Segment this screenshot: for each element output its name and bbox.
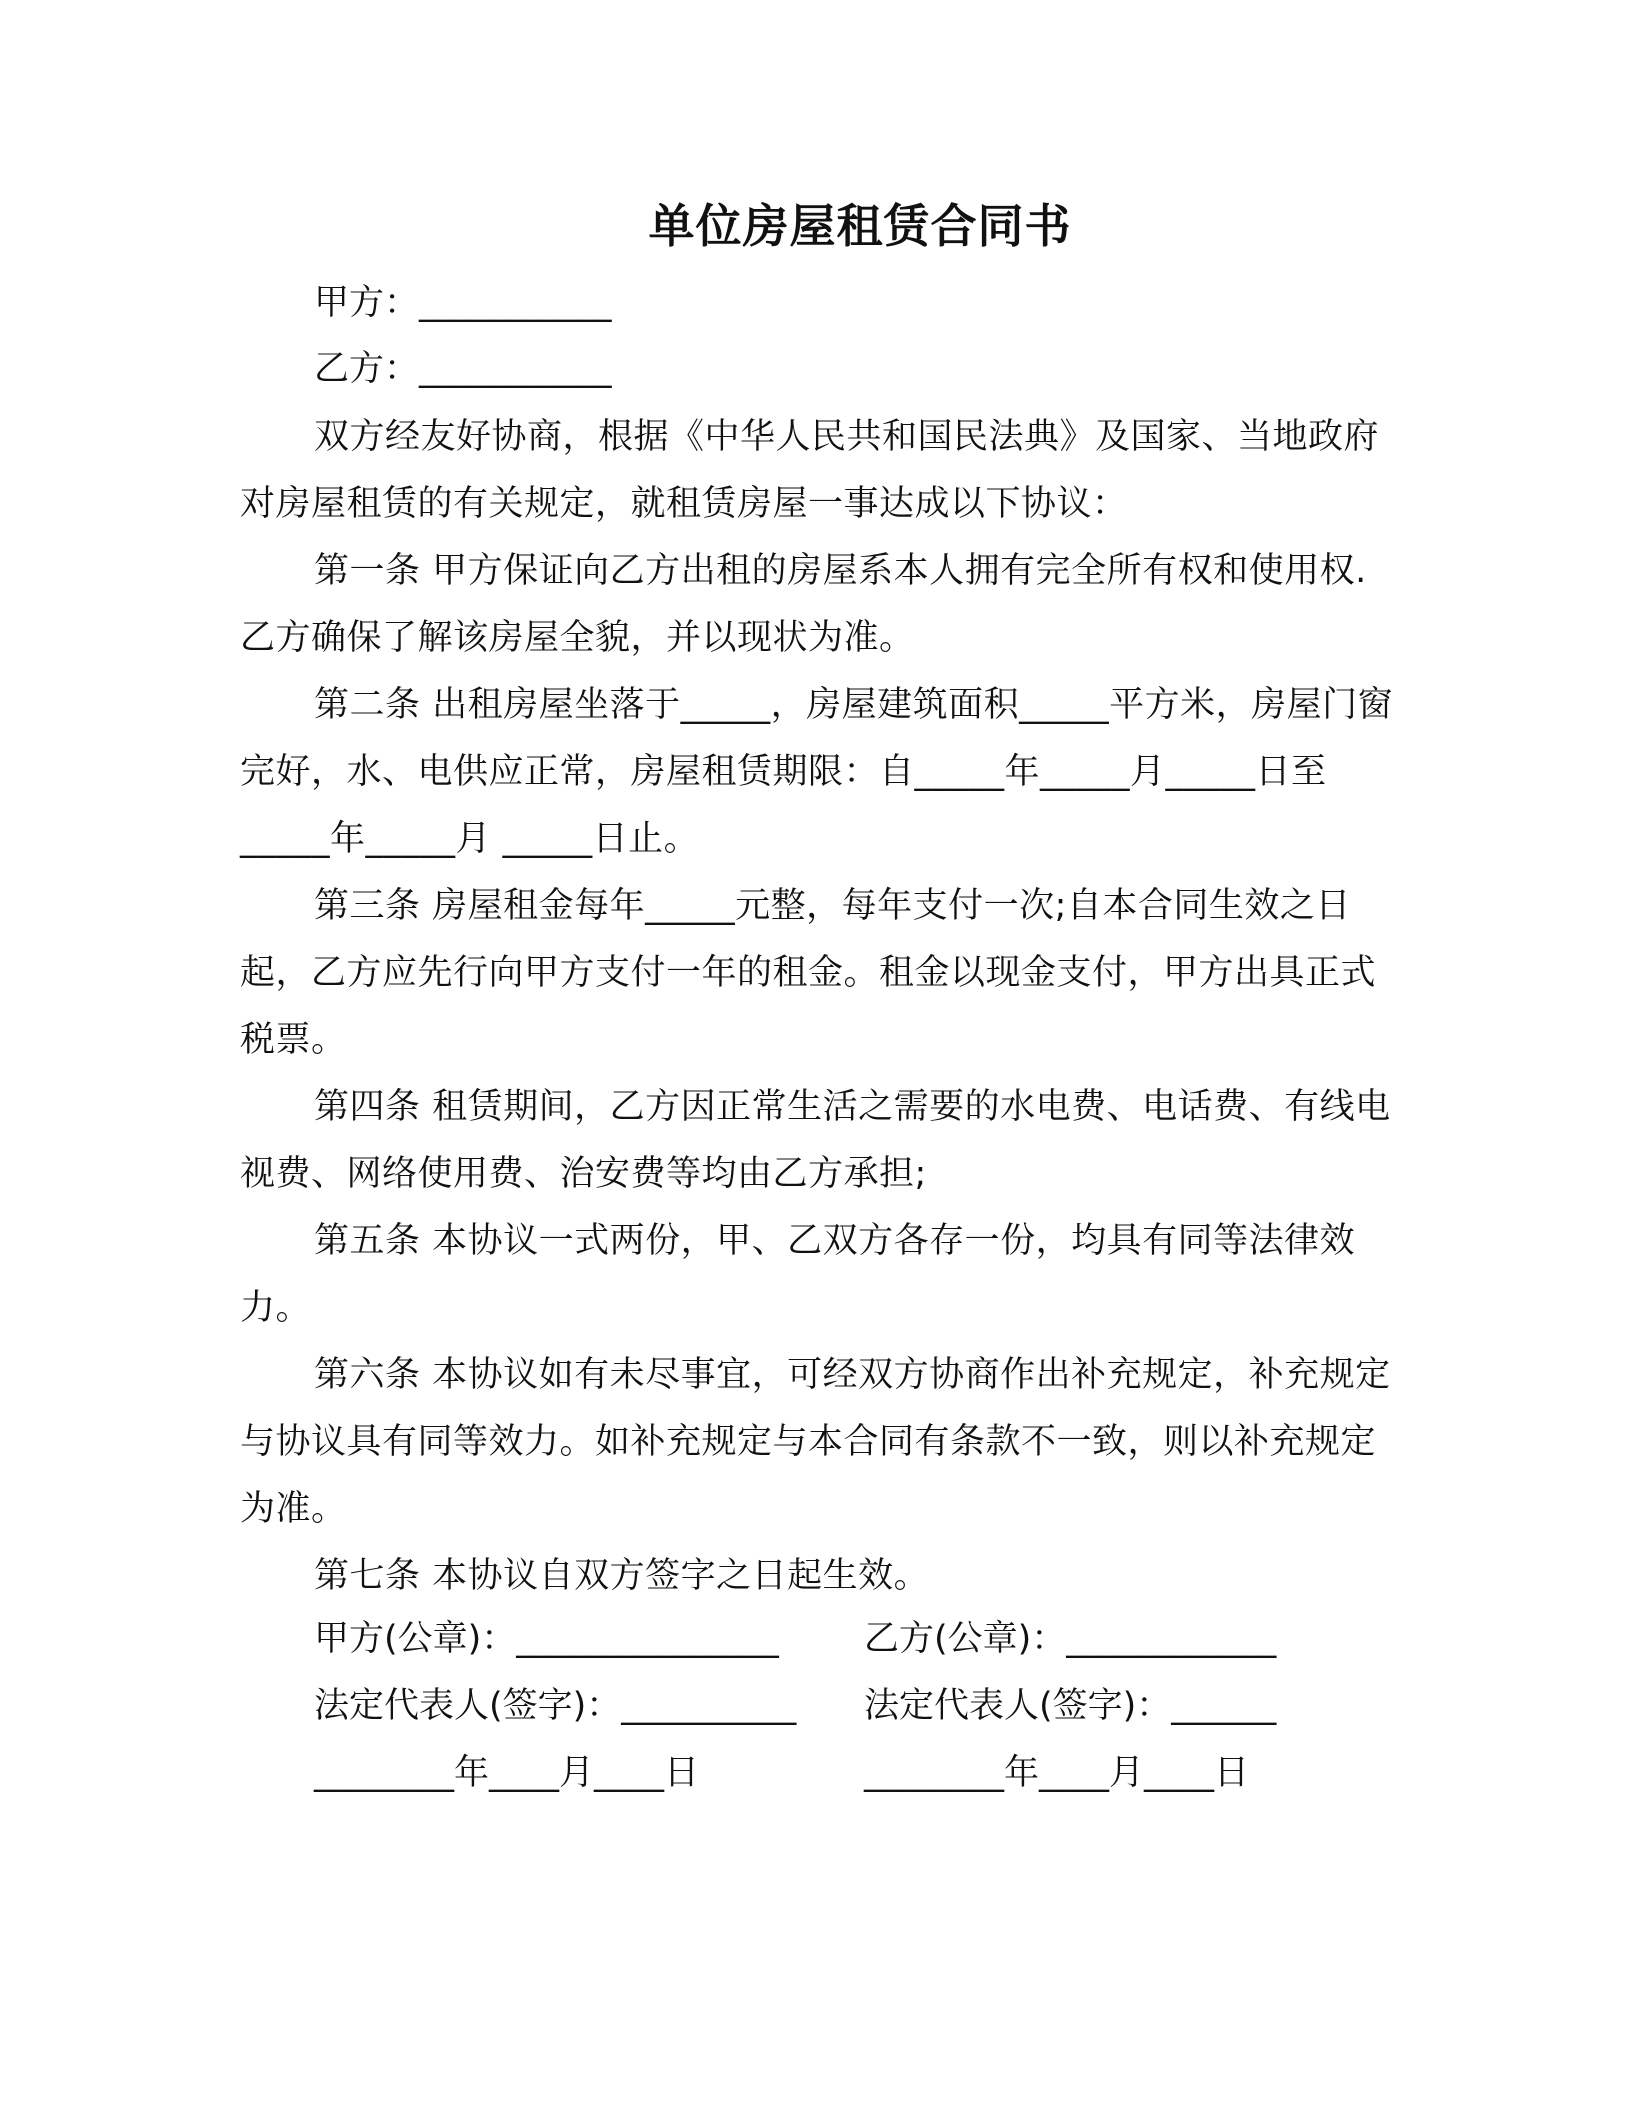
seal-signature-row (314, 1616, 1276, 1662)
party-b-date-line: ________年____月____日 (864, 1753, 1250, 1793)
party-b-seal-line: 乙方(公章)：____________ (864, 1619, 1277, 1659)
party-a-line: 甲方：___________ (314, 283, 612, 323)
article-7-paragraph: 第七条 本协议自双方签字之日起生效。 (314, 1556, 930, 1596)
party-b-representative-line: 法定代表人(签字)：______ (864, 1686, 1277, 1726)
article-6-paragraph: 第六条 本协议如有未尽事宜，可经双方协商作出补充规定，补充规定与协议具有同等效力。如补充规定与本合同有条款不一致，则以补充规定为准。 (240, 1355, 1391, 1529)
contract-body (240, 404, 1400, 1610)
representative-signature-row (314, 1683, 1276, 1729)
article-4-paragraph: 第四条 租赁期间，乙方因正常生活之需要的水电费、电话费、有线电视费、网络使用费、治安费等均由乙方承担; (240, 1087, 1391, 1194)
party-a-seal-line: 甲方(公章)：_______________ (314, 1619, 779, 1659)
party-a-representative-line: 法定代表人(签字)：__________ (314, 1686, 797, 1726)
preamble-paragraph: 双方经友好协商，根据《中华人民共和国民法典》及国家、当地政府对房屋租赁的有关规定，就租赁房屋一事达成以下协议： (240, 417, 1380, 524)
party-a-date-line: ________年____月____日 (314, 1753, 700, 1793)
document-title: 单位房屋租赁合同书 (648, 199, 1072, 253)
article-1-paragraph: 第一条 甲方保证向乙方出租的房屋系本人拥有完全所有权和使用权.乙方确保了解该房屋全貌，并以现状为准。 (240, 551, 1367, 658)
article-5-paragraph: 第五条 本协议一式两份，甲、乙双方各存一份，均具有同等法律效力。 (240, 1221, 1356, 1328)
date-signature-row (314, 1750, 1249, 1796)
party-b-line: 乙方：___________ (314, 349, 612, 389)
article-3-paragraph: 第三条 房屋租金每年_____元整，每年支付一次;自本合同生效之日起，乙方应先行向甲方支付一年的租金。租金以现金支付，甲方出具正式税票。 (240, 886, 1377, 1060)
article-2-paragraph: 第二条 出租房屋坐落于_____，房屋建筑面积_____平方米，房屋门窗完好，水、电供应正常，房屋租赁期限：自_____年_____月_____日至_____年_____月 _____日止。 (240, 685, 1394, 859)
